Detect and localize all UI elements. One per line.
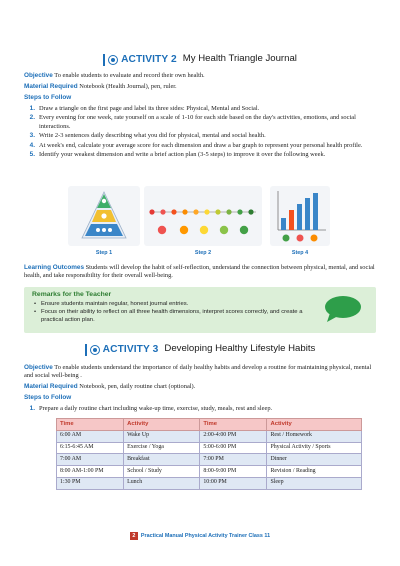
rating-scale-icon	[144, 186, 262, 246]
table-cell: 1:30 PM	[57, 477, 124, 489]
table-cell: Physical Activity / Sports	[267, 442, 362, 454]
page-footer	[0, 532, 400, 540]
table-cell: 8:00-9:00 PM	[200, 466, 267, 478]
health-triangle-illustration	[68, 186, 140, 246]
table-cell: 5:00-6:00 PM	[200, 442, 267, 454]
material-label: Material Required	[24, 83, 78, 90]
table-header-row	[57, 419, 362, 431]
activity2-label: ACTIVITY 2	[121, 54, 177, 65]
activity3-objective	[24, 364, 376, 381]
objective-text: To enable students to evaluate and record their own health.	[52, 72, 205, 79]
remarks-item: • Focus on their ability to reflect on all three health dimensions, interpret scores correctly, and create a practical action plan.	[34, 309, 303, 324]
activity-logo-icon	[90, 345, 100, 355]
activity2-heading	[0, 53, 400, 66]
table-row	[57, 477, 362, 489]
activity2-objective	[24, 72, 376, 80]
heading-bar	[85, 344, 87, 356]
table-header: Activity	[267, 419, 362, 431]
activity3-title: Developing Healthy Lifestyle Habits	[164, 343, 316, 355]
activity-logo-icon	[108, 55, 118, 65]
caption-step2: Step 2	[194, 250, 212, 256]
learning-outcomes	[24, 264, 376, 281]
table-cell: Breakfast	[124, 454, 200, 466]
activity3-steps-title: Steps to Follow	[24, 394, 72, 401]
activity2-steps-title: Steps to Follow	[24, 94, 72, 101]
chat-bubble-icon	[324, 295, 362, 323]
table-header: Activity	[124, 419, 200, 431]
remarks-item: • Ensure students maintain regular, honest journal entries.	[34, 301, 189, 307]
objective-label: Objective	[24, 72, 53, 79]
material-text: Notebook (Health Journal), pen, ruler.	[77, 83, 177, 90]
table-cell: 10:00 PM	[200, 477, 267, 489]
daily-routine-table	[56, 418, 362, 490]
caption-step4: Step 4	[291, 250, 309, 256]
activity2-title: My Health Triangle Journal	[182, 53, 297, 65]
activity3-heading	[0, 343, 400, 356]
remarks-list	[34, 301, 314, 325]
material-label: Material Required	[24, 383, 78, 390]
heading-bar	[103, 54, 105, 66]
bar-graph-illustration	[270, 186, 330, 246]
step-item: 3. Write 2-3 sentences daily describing what you did for physical, mental and social health.	[29, 132, 266, 140]
caption-step1: Step 1	[95, 250, 113, 256]
step-item: 1. Prepare a daily routine chart including wake-up time, exercise, study, meals, rest and sleep.	[29, 405, 273, 412]
step-item: 5. Identify your weakest dimension and write a brief action plan (3-5 steps) to improve it over the following week.	[29, 151, 326, 159]
objective-label: Objective	[24, 364, 53, 371]
table-cell: 6:15-6:45 AM	[57, 442, 124, 454]
table-cell: 7:00 PM	[200, 454, 267, 466]
table-cell: 7:00 AM	[57, 454, 124, 466]
table-cell: Rest / Homework	[267, 430, 362, 442]
material-text: Notebook, pen, daily routine chart (optional).	[77, 383, 196, 390]
table-cell: Revision / Reading	[267, 466, 362, 478]
activity3-material	[24, 383, 376, 391]
table-cell: Lunch	[124, 477, 200, 489]
step-item: 2. Every evening for one week, rate yourself on a scale of 1-10 for each side based on the day's activities, emotions, and social interactions.	[29, 114, 356, 130]
objective-text: To enable students understand the importance of daily healthy habits and develop a routine for maintaining physical, mental and social well-being .	[24, 364, 372, 380]
activity3-steps-list	[24, 405, 376, 414]
table-header: Time	[57, 419, 124, 431]
table-cell: Wake Up	[124, 430, 200, 442]
table-row	[57, 442, 362, 454]
table-cell: Exercise / Yoga	[124, 442, 200, 454]
activity3-label: ACTIVITY 3	[102, 344, 159, 355]
outcomes-label: Learning Outcomes	[24, 264, 85, 271]
triangle-icon	[68, 186, 140, 246]
table-row	[57, 430, 362, 442]
table-cell: Dinner	[267, 454, 362, 466]
step-item: 1. Draw a triangle on the first page and label its three sides: Physical, Mental and Social.	[29, 105, 260, 112]
table-cell: 2:00-4:00 PM	[200, 430, 267, 442]
page-number: 2	[130, 532, 138, 540]
table-row	[57, 466, 362, 478]
table-cell: 8:00 AM-1:00 PM	[57, 466, 124, 478]
table-cell: 6:00 AM	[57, 430, 124, 442]
table-header: Time	[200, 419, 267, 431]
footer-title: Practical Manual Physical Activity Trainer Class 11	[140, 532, 271, 539]
remarks-title: Remarks for the Teacher	[32, 291, 112, 298]
table-row	[57, 454, 362, 466]
activity2-material	[24, 83, 376, 91]
table-cell: School / Study	[124, 466, 200, 478]
table-cell: Sleep	[267, 477, 362, 489]
rating-scale-illustration	[144, 186, 262, 246]
activity2-steps-list	[24, 105, 376, 161]
outcomes-text: Students will develop the habit of self-reflection, understand the connection between physical, mental, and social health, and take responsibility for their overall well-being.	[24, 264, 375, 280]
teacher-remarks-box	[24, 287, 376, 333]
bar-graph-icon	[270, 186, 330, 246]
step-item: 4. At week's end, calculate your average score for each dimension and draw a bar graph to represent your personal health profile.	[29, 141, 363, 149]
